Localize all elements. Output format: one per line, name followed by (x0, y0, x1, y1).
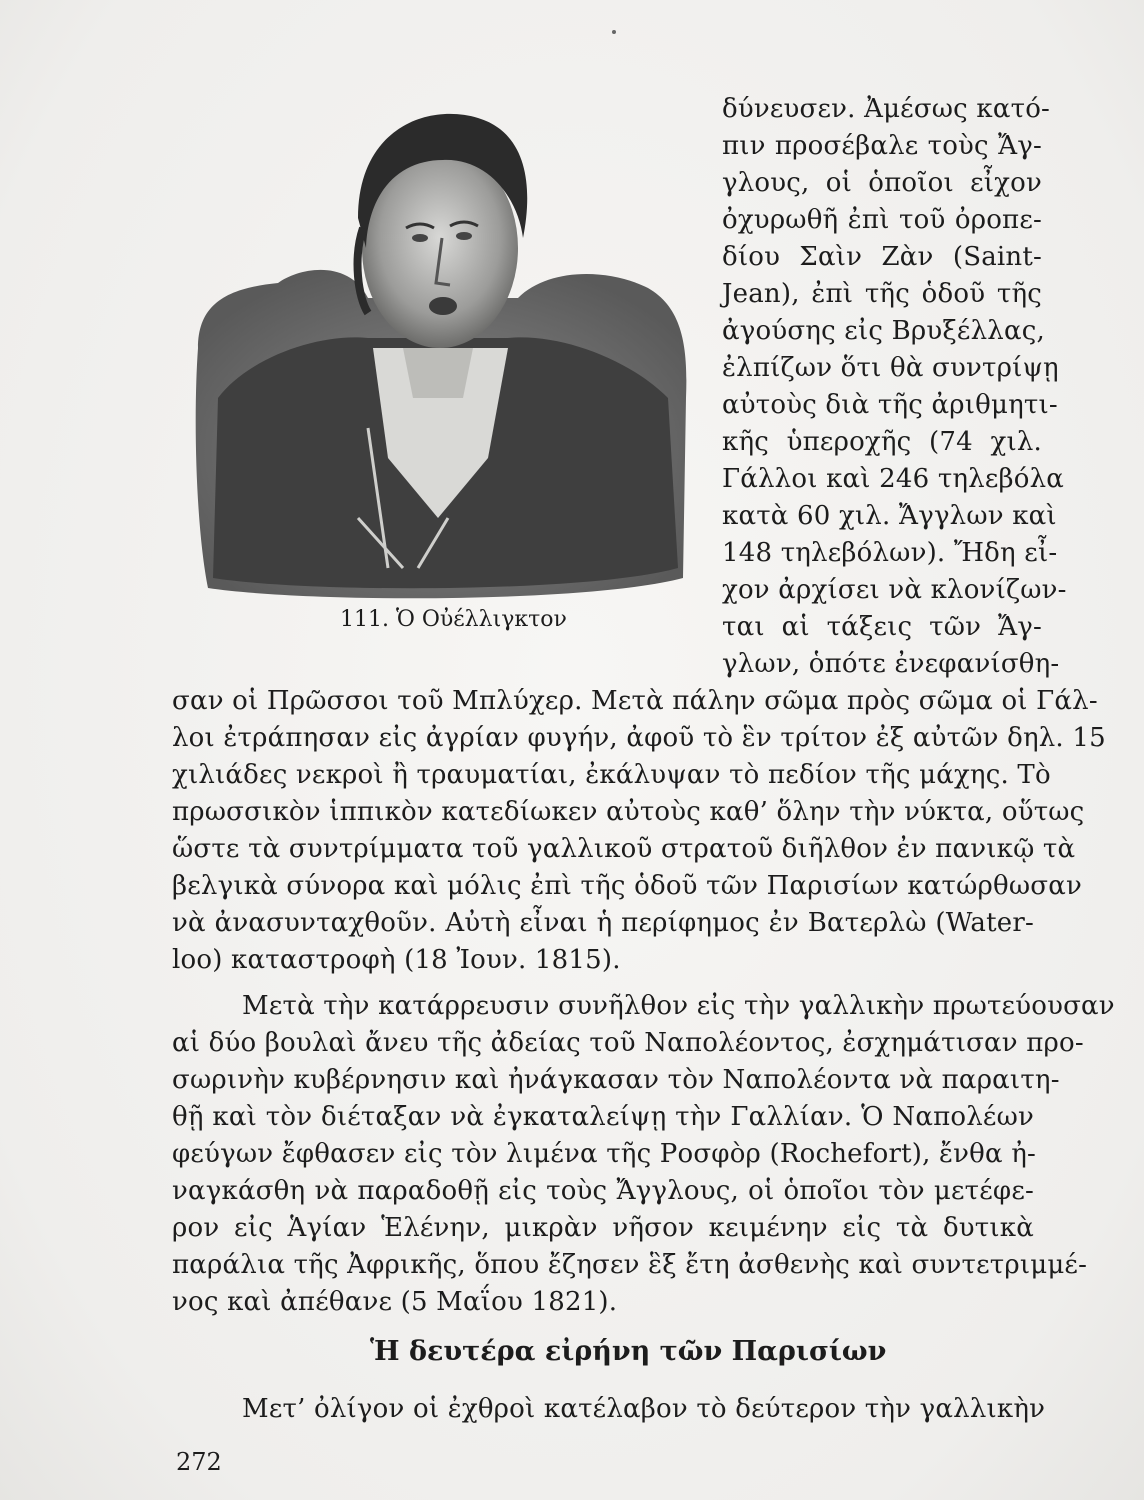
text-line: αἱ δύο βουλαὶ ἄνευ τῆς ἀδείας τοῦ Ναπολέοντος, ἐσχημάτισαν προ- (172, 1028, 1084, 1058)
text-line: νος καὶ ἀπέθανε (5 Μαΐου 1821). (172, 1287, 618, 1317)
text-line: ται αἱ τάξεις τῶν Ἄγ- (722, 612, 1042, 642)
paragraph-start-line: Μετὰ τὴν κατάρρευσιν συνῆλθον εἰς τὴν γαλλικὴν πρωτεύουσαν (242, 991, 1115, 1021)
text-line: σαν οἱ Πρῶσσοι τοῦ Μπλύχερ. Μετὰ πάλην σῶμα πρὸς σῶμα οἱ Γάλ- (172, 686, 1098, 716)
text-line: θῇ καὶ τὸν διέταξαν νὰ ἐγκαταλείψῃ τὴν Γαλλίαν. Ὁ Ναπολέων (172, 1102, 1034, 1132)
text-line: Γάλλοι καὶ 246 τηλεβόλα (722, 464, 1065, 494)
speck (612, 30, 616, 34)
text-line: ρον εἰς Ἁγίαν Ἑλένην, μικρὰν νῆσον κειμένην εἰς τὰ δυτικὰ (172, 1213, 1034, 1243)
text-line: κατὰ 60 χιλ. Ἄγγλων καὶ (722, 501, 1057, 531)
text-line: πρωσσικὸν ἱππικὸν κατεδίωκεν αὐτοὺς καθ’ ὅλην τὴν νύκτα, οὕτως (172, 797, 1085, 827)
text-line: φεύγων ἔφθασεν εἰς τὸν λιμένα τῆς Ροσφὸρ (Rochefort), ἔνθα ἠ- (172, 1139, 1036, 1169)
portrait-illustration (188, 98, 690, 606)
text-line: ὥστε τὰ συντρίμματα τοῦ γαλλικοῦ στρατοῦ διῆλθον ἐν πανικῷ τὰ (172, 834, 1076, 864)
section-heading: Ἡ δευτέρα εἰρήνη τῶν Παρισίων (370, 1336, 887, 1367)
text-line: ἐλπίζων ὅτι θὰ συντρίψῃ (722, 353, 1059, 383)
text-line: δύνευσεν. Ἀμέσως κατό- (722, 94, 1051, 124)
text-line: σωρινὴν κυβέρνησιν καὶ ἠνάγκασαν τὸν Ναπολέοντα νὰ παραιτη- (172, 1065, 1060, 1095)
text-line: 148 τηλεβόλων). Ἤδη εἶ- (722, 538, 1058, 568)
text-line: ναγκάσθη νὰ παραδοθῇ εἰς τοὺς Ἄγγλους, οἱ ὁποῖοι τὸν μετέφε- (172, 1176, 1034, 1206)
text-line: γλους, οἱ ὁποῖοι εἶχον (722, 168, 1042, 198)
text-line: δίου Σαὶν Ζὰν (Saint- (722, 242, 1042, 272)
page-number: 272 (176, 1448, 222, 1476)
text-line: χον ἀρχίσει νὰ κλονίζων- (722, 575, 1067, 605)
text-line: λοι ἐτράπησαν εἰς ἀγρίαν φυγήν, ἀφοῦ τὸ ἓν τρίτον ἐξ αὐτῶν δηλ. 15 (172, 723, 1106, 753)
text-line: ἀγούσης εἰς Βρυξέλλας, (722, 316, 1045, 346)
text-line: πιν προσέβαλε τοὺς Ἄγ- (722, 131, 1042, 161)
paragraph-start-line: Μετ’ ὀλίγον οἱ ἐχθροὶ κατέλαβον τὸ δεύτερον τὴν γαλλικὴν (242, 1394, 1046, 1424)
figure-caption: 111. Ὁ Οὐέλλιγκτον (340, 607, 567, 632)
text-line: κῆς ὑπεροχῆς (74 χιλ. (722, 427, 1042, 457)
text-line: γλων, ὁπότε ἐνεφανίσθη- (722, 649, 1060, 679)
text-line: αὐτοὺς διὰ τῆς ἀριθμητι- (722, 390, 1058, 420)
text-line: χιλιάδες νεκροὶ ἢ τραυματίαι, ἐκάλυψαν τὸ πεδίον τῆς μάχης. Τὸ (172, 760, 1051, 790)
text-line: Jean), ἐπὶ τῆς ὁδοῦ τῆς (722, 279, 1042, 309)
text-line: loo) καταστροφὴ (18 Ἰουν. 1815). (172, 945, 621, 975)
text-line: βελγικὰ σύνορα καὶ μόλις ἐπὶ τῆς ὁδοῦ τῶν Παρισίων κατώρθωσαν (172, 871, 1082, 901)
text-line: ὀχυρωθῆ ἐπὶ τοῦ ὀροπε- (722, 205, 1042, 235)
text-line: παράλια τῆς Ἀφρικῆς, ὅπου ἔζησεν ἓξ ἔτη ἀσθενὴς καὶ συντετριμμέ- (172, 1250, 1088, 1280)
text-line: νὰ ἀνασυνταχθοῦν. Αὐτὴ εἶναι ἡ περίφημος ἐν Βατερλὼ (Water- (172, 908, 1034, 938)
